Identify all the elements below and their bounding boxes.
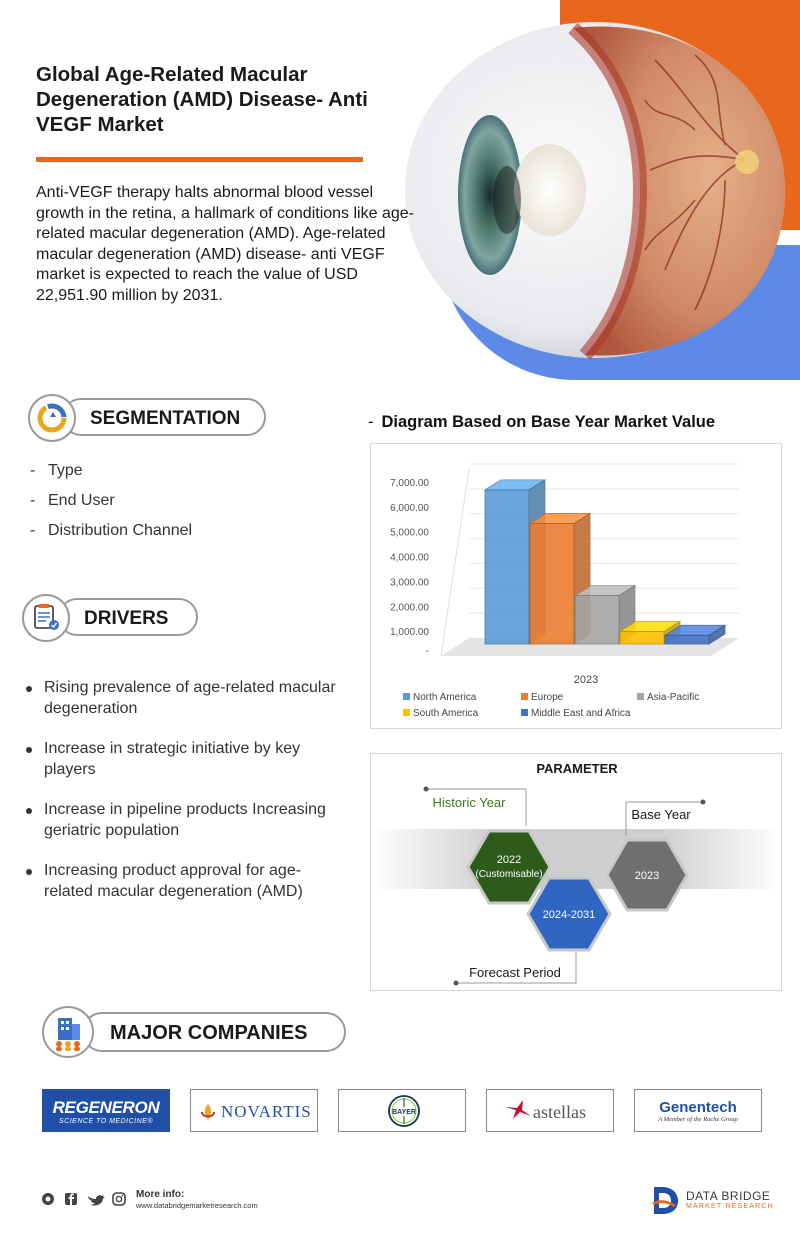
driver-item: Increasing product approval for age-related macular degeneration (AMD) — [24, 861, 344, 902]
legend-swatch — [637, 693, 644, 700]
svg-text:BAYER: BAYER — [392, 1109, 416, 1116]
chart-panel — [370, 443, 782, 729]
segmentation-badge — [28, 394, 76, 442]
y-tick-label: 6,000.00 — [390, 502, 429, 514]
y-tick-label: 3,000.00 — [390, 577, 429, 589]
segmentation-heading: SEGMENTATION — [90, 408, 241, 429]
segmentation-item: - Distribution Channel — [30, 522, 193, 539]
legend-label: Asia-Pacific — [647, 692, 700, 703]
legend-label: North America — [413, 692, 477, 703]
title-underline — [36, 157, 363, 162]
bar-north-america — [485, 490, 529, 644]
forecast-dot — [454, 981, 459, 986]
companies-pill — [82, 1012, 346, 1052]
data-bridge-logo-icon — [648, 1183, 682, 1217]
intro-paragraph: Anti-VEGF therapy halts abnormal blood vessel growth in the retina, a hallmark of conditions like age-related macular degeneration (AMD). Age-related macular degeneration (AMD) disease- anti VEGF market is expected to reach the value of USD 22,951.90 million by 2031. — [36, 184, 414, 304]
y-tick-label: 1,000.00 — [390, 627, 429, 639]
y-tick-label: 2,000.00 — [390, 602, 429, 614]
novartis-flame-icon — [199, 1102, 217, 1122]
parameter-panel — [370, 753, 782, 991]
regeneron-logo: REGENERON SCIENCE TO MEDICINE® — [42, 1089, 170, 1132]
driver-item: Rising prevalence of age-related macular degeneration — [24, 678, 344, 719]
twitter-icon — [88, 1195, 105, 1206]
website-link[interactable]: www.databridgemarketresearch.com — [136, 1201, 258, 1210]
historic-year-note: (Customisable) — [475, 869, 543, 880]
genentech-logo: Genentech A Member of the Roche Group — [634, 1089, 762, 1132]
forecast-period-label: Forecast Period — [469, 965, 561, 980]
parameter-diagram — [371, 754, 782, 991]
drivers-heading: DRIVERS — [84, 608, 169, 629]
bayer-cross-icon — [387, 1094, 421, 1128]
astellas-logo: astellas — [486, 1089, 614, 1132]
novartis-logo: NOVARTIS — [190, 1089, 318, 1132]
bar-south-america — [620, 632, 664, 644]
legend-label: South America — [413, 708, 479, 719]
base-dot — [701, 800, 706, 805]
eye-cross-section-illustration — [395, 10, 790, 360]
bar-asia-pacific — [575, 596, 619, 644]
base-year-label: Base Year — [631, 807, 691, 822]
astellas-star-icon — [503, 1098, 533, 1120]
chart-wall-edge — [441, 469, 469, 656]
clipboard-icon — [24, 596, 68, 640]
legend-label: Middle East and Africa — [531, 708, 631, 719]
pie-chart-icon — [30, 396, 74, 440]
drivers-pill — [58, 598, 198, 636]
legend-swatch — [403, 709, 410, 716]
companies-badge — [42, 1006, 94, 1058]
chart-heading: - Diagram Based on Base Year Market Value — [368, 413, 716, 431]
buildings-icon — [44, 1008, 92, 1056]
social-icons — [40, 1190, 130, 1208]
y-tick-label: 4,000.00 — [390, 552, 429, 564]
y-tick-label: - — [425, 646, 429, 657]
y-tick-label: 7,000.00 — [390, 478, 429, 489]
driver-item: Increase in pipeline products Increasing geriatric population — [24, 800, 344, 841]
bayer-logo — [338, 1089, 466, 1132]
forecast-period-value: 2024-2031 — [542, 909, 596, 921]
legend-swatch — [521, 709, 528, 716]
historic-year-value: 2022 — [496, 854, 522, 866]
historic-dot — [424, 787, 429, 792]
companies-heading: MAJOR COMPANIES — [110, 1022, 308, 1044]
whatsapp-icon — [42, 1193, 54, 1205]
more-info-label: More info: — [136, 1189, 185, 1200]
drivers-badge — [22, 594, 70, 642]
driver-item: Increase in strategic initiative by key players — [24, 739, 344, 780]
bar-chart — [371, 444, 781, 728]
brand-tagline: MARKET RESEARCH — [686, 1203, 774, 1210]
segmentation-item: - Type — [30, 462, 83, 479]
drivers-list — [24, 678, 344, 922]
x-category-label: 2023 — [573, 674, 599, 686]
instagram-icon — [113, 1193, 125, 1205]
base-year-value: 2023 — [634, 870, 660, 882]
legend-swatch — [521, 693, 528, 700]
bar-middle-east-and-africa — [665, 635, 709, 644]
legend-swatch — [403, 693, 410, 700]
parameter-title: PARAMETER — [536, 761, 618, 776]
bar-europe — [530, 523, 574, 644]
legend-label: Europe — [531, 692, 564, 703]
page-title: Global Age-Related Macular Degeneration (AMD) Disease- Anti VEGF Market — [36, 63, 368, 136]
historic-year-label: Historic Year — [432, 795, 506, 810]
segmentation-pill — [62, 398, 266, 436]
segmentation-item: - End User — [30, 492, 115, 509]
brand-name: DATA BRIDGE — [686, 1189, 771, 1203]
facebook-icon — [65, 1193, 77, 1205]
y-tick-label: 5,000.00 — [390, 527, 429, 539]
segmentation-list — [30, 458, 192, 548]
